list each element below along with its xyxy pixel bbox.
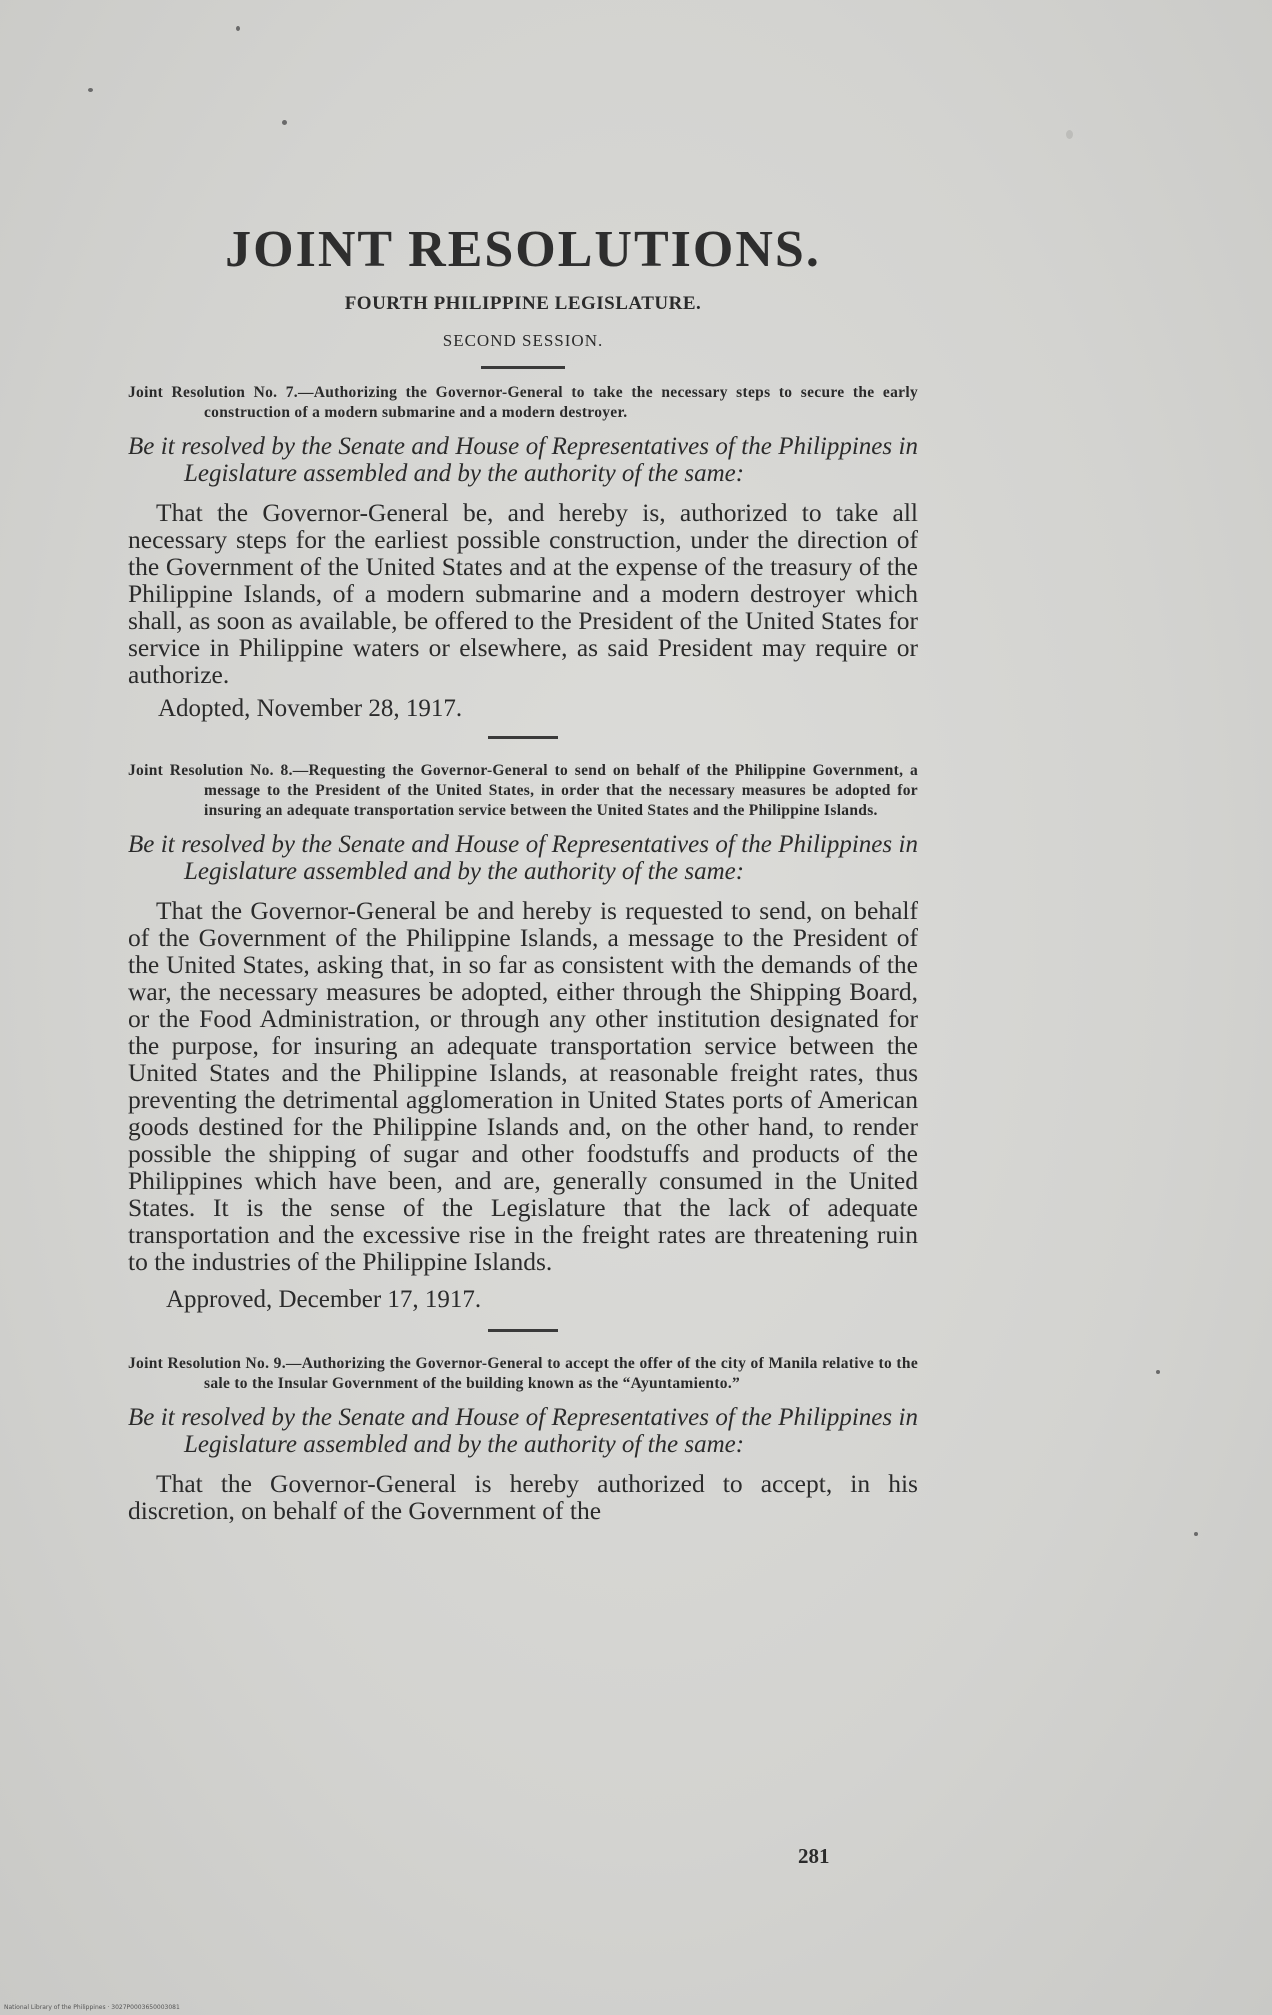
- section-divider: [488, 1329, 558, 1332]
- joint-resolution-8: [128, 761, 918, 1315]
- enacting-clause: Be it resolved by the Senate and House of Representatives of the Philippines in Legislature assembled and by the authority of the same:: [128, 831, 918, 885]
- enacting-clause: Be it resolved by the Senate and House of Representatives of the Philippines in Legislature assembled and by the authority of the same:: [128, 433, 918, 487]
- scan-speck: [1066, 130, 1073, 139]
- scan-speck: [1194, 1532, 1198, 1536]
- section-divider: [488, 736, 558, 739]
- scan-speck: [1156, 1370, 1160, 1374]
- legislature-subtitle: FOURTH PHILIPPINE LEGISLATURE.: [344, 293, 702, 314]
- joint-resolution-7: [128, 383, 918, 724]
- document-body: [128, 220, 918, 1524]
- adoption-date: Adopted, November 28, 1917.: [158, 695, 463, 722]
- page-number: 281: [798, 1844, 830, 1868]
- scan-speck: [88, 88, 93, 92]
- session-label: SECOND SESSION.: [442, 331, 604, 350]
- scan-speck: [236, 26, 240, 31]
- resolution-body: That the Governor-General be, and hereby is, authorized to take all necessary steps for the earliest possible construction, under the direction of the Government of the United States and at the expense of the treasury of the Philippine Islands, of a modern submarine and a modern destroyer which shall, as soon as available, be offered to the President of the United States for service in Philippine waters or elsewhere, as said President may require or authorize.: [128, 498, 918, 689]
- scan-speck: [282, 120, 287, 125]
- resolution-body: That the Governor-General is hereby authorized to accept, in his discretion, on behalf of the Government of the: [128, 1469, 918, 1525]
- enacting-clause: Be it resolved by the Senate and House of Representatives of the Philippines in Legislature assembled and by the authority of the same:: [128, 1404, 918, 1458]
- resolution-heading: Joint Resolution No. 9.—Authorizing the Governor-General to accept the offer of the city of Manila relative to the sale to the Insular Government of the building known as the “Ayuntamiento.”: [128, 1355, 918, 1392]
- scan-footer-note: National Library of the Philippines · 3027P0003650003081: [4, 2004, 180, 2011]
- resolution-heading: Joint Resolution No. 8.—Requesting the Governor-General to send on behalf of the Philippine Government, a message to the President of the United States, in order that the necessary measures be adopted for insuring an adequate transportation service between the United States and the Philippine Islands.: [128, 762, 918, 819]
- joint-resolution-9: [128, 1354, 918, 1524]
- page-title: JOINT RESOLUTIONS.: [225, 221, 821, 278]
- resolution-body: That the Governor-General be and hereby is requested to send, on behalf of the Government of the Philippine Islands, a message to the President of the United States, asking that, in so far as consistent with the demands of the war, the necessary measures be adopted, either through the Shipping Board, or the Food Administration, or through any other institution designated for the purpose, for insuring an adequate transportation service between the United States and the Philippine Islands, at reasonable freight rates, thus preventing the detrimental agglomeration in United States ports of American goods destined for the Philippine Islands and, on the other hand, to render possible the shipping of sugar and other foodstuffs and products of the Philippines which have been, and are, generally consumed in the United States. It is the sense of the Legislature that the lack of adequate transportation and the excessive rise in the freight rates are threatening ruin to the industries of the Philippine Islands.: [128, 896, 918, 1276]
- section-divider: [481, 366, 565, 369]
- approval-date: Approved, December 17, 1917.: [166, 1286, 482, 1313]
- resolution-heading: Joint Resolution No. 7.—Authorizing the Governor-General to take the necessary steps to secure the early construction of a modern submarine and a modern destroyer.: [128, 384, 918, 421]
